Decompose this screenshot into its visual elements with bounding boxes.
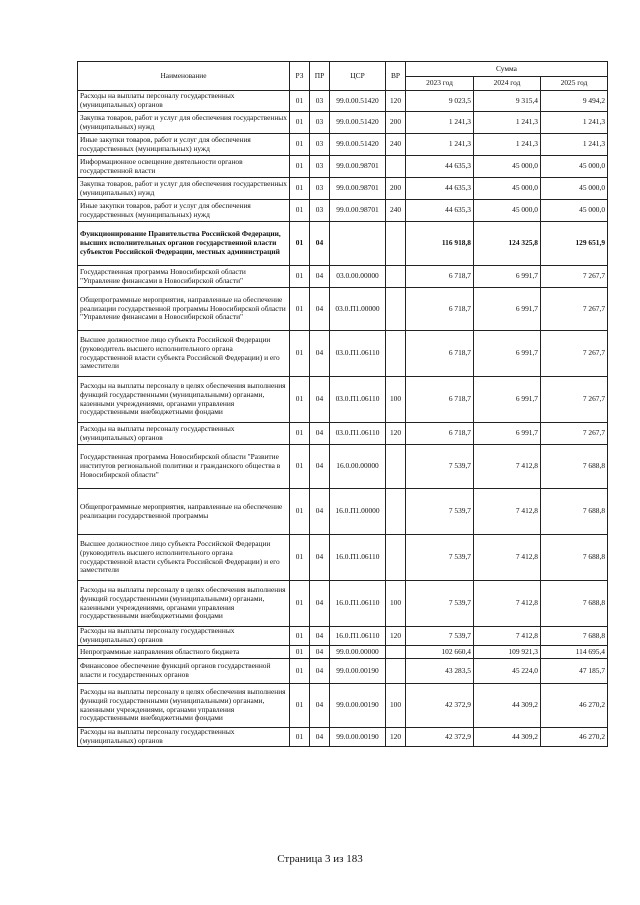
cell-sum-2023: 7 539,7 — [406, 627, 474, 646]
cell-sum-2023: 42 372,9 — [406, 684, 474, 728]
cell-rz: 01 — [290, 134, 310, 156]
budget-table — [77, 61, 608, 747]
cell-csr: 03.0.П1.06110 — [330, 377, 386, 423]
cell-sum-2025: 7 267,7 — [541, 377, 608, 423]
cell-rz: 01 — [290, 331, 310, 377]
table-row — [78, 134, 608, 156]
cell-csr: 03.0.П1.06110 — [330, 331, 386, 377]
table-row — [78, 728, 608, 747]
cell-sum-2024: 45 000,0 — [474, 156, 541, 178]
cell-vr — [386, 489, 406, 535]
cell-sum-2025: 114 695,4 — [541, 646, 608, 659]
cell-csr: 99.0.00.98701 — [330, 156, 386, 178]
cell-vr: 100 — [386, 377, 406, 423]
table-row — [78, 684, 608, 728]
cell-pr: 04 — [310, 535, 330, 581]
cell-rz: 01 — [290, 377, 310, 423]
cell-sum-2023: 6 718,7 — [406, 266, 474, 288]
cell-sum-2025: 7 688,8 — [541, 627, 608, 646]
cell-name: Расходы на выплаты персоналу государственных (муниципальных) органов — [78, 627, 290, 646]
cell-name: Высшее должностное лицо субъекта Российской Федерации (руководитель высшего исполнительного органа государственной власти субъекта Российской Федерации) и его заместители — [78, 535, 290, 581]
table-row — [78, 423, 608, 445]
cell-sum-2023: 102 660,4 — [406, 646, 474, 659]
cell-csr: 99.0.00.51420 — [330, 91, 386, 112]
cell-csr: 03.0.П1.00000 — [330, 288, 386, 331]
cell-rz: 01 — [290, 581, 310, 627]
table-body — [78, 91, 608, 747]
cell-name: Закупка товаров, работ и услуг для обеспечения государственных (муниципальных) нужд — [78, 178, 290, 200]
header-pr: ПР — [310, 62, 330, 91]
cell-csr: 99.0.00.98701 — [330, 200, 386, 222]
cell-rz: 01 — [290, 91, 310, 112]
cell-vr: 240 — [386, 134, 406, 156]
cell-sum-2024: 124 325,8 — [474, 222, 541, 266]
cell-sum-2025: 1 241,3 — [541, 134, 608, 156]
cell-rz: 01 — [290, 112, 310, 134]
cell-csr: 16.0.П1.06110 — [330, 627, 386, 646]
cell-sum-2023: 1 241,3 — [406, 134, 474, 156]
cell-sum-2024: 7 412,8 — [474, 627, 541, 646]
cell-vr: 120 — [386, 627, 406, 646]
cell-sum-2024: 6 991,7 — [474, 288, 541, 331]
cell-sum-2025: 7 688,8 — [541, 581, 608, 627]
cell-sum-2025: 46 270,2 — [541, 728, 608, 747]
cell-csr — [330, 222, 386, 266]
cell-sum-2025: 7 267,7 — [541, 331, 608, 377]
cell-pr: 04 — [310, 646, 330, 659]
cell-sum-2024: 7 412,8 — [474, 581, 541, 627]
cell-sum-2024: 44 309,2 — [474, 684, 541, 728]
cell-sum-2025: 45 000,0 — [541, 156, 608, 178]
cell-sum-2023: 44 635,3 — [406, 156, 474, 178]
cell-vr — [386, 222, 406, 266]
cell-pr: 04 — [310, 659, 330, 684]
cell-csr: 99.0.00.00190 — [330, 659, 386, 684]
cell-sum-2025: 129 651,9 — [541, 222, 608, 266]
cell-vr: 100 — [386, 581, 406, 627]
cell-sum-2023: 44 635,3 — [406, 178, 474, 200]
cell-vr: 120 — [386, 423, 406, 445]
cell-name: Общепрограммные мероприятия, направленные на обеспечение реализации государственной программы — [78, 489, 290, 535]
cell-rz: 01 — [290, 178, 310, 200]
cell-rz: 01 — [290, 728, 310, 747]
cell-pr: 03 — [310, 200, 330, 222]
cell-rz: 01 — [290, 156, 310, 178]
cell-sum-2023: 6 718,7 — [406, 331, 474, 377]
cell-name: Расходы на выплаты персоналу в целях обеспечения выполнения функций государственными (муниципальными) органами, казенными учреждениями, органами управления государственными внебюджетными фондами — [78, 377, 290, 423]
cell-name: Расходы на выплаты персоналу государственных (муниципальных) органов — [78, 728, 290, 747]
cell-sum-2023: 44 635,3 — [406, 200, 474, 222]
cell-csr: 99.0.00.98701 — [330, 178, 386, 200]
header-name: Наименование — [78, 62, 290, 91]
cell-rz: 01 — [290, 684, 310, 728]
cell-pr: 04 — [310, 222, 330, 266]
cell-rz: 01 — [290, 288, 310, 331]
cell-name: Государственная программа Новосибирской области "Развитие институтов региональной политики и гражданского общества в Новосибирской области" — [78, 445, 290, 489]
cell-sum-2024: 7 412,8 — [474, 489, 541, 535]
cell-pr: 04 — [310, 581, 330, 627]
table-row — [78, 200, 608, 222]
cell-sum-2023: 7 539,7 — [406, 535, 474, 581]
cell-pr: 04 — [310, 331, 330, 377]
cell-sum-2024: 45 000,0 — [474, 178, 541, 200]
cell-sum-2025: 7 688,8 — [541, 445, 608, 489]
table-row — [78, 445, 608, 489]
cell-name: Закупка товаров, работ и услуг для обеспечения государственных (муниципальных) нужд — [78, 112, 290, 134]
cell-sum-2023: 6 718,7 — [406, 288, 474, 331]
cell-rz: 01 — [290, 627, 310, 646]
cell-sum-2023: 6 718,7 — [406, 377, 474, 423]
cell-sum-2025: 7 267,7 — [541, 288, 608, 331]
cell-sum-2025: 46 270,2 — [541, 684, 608, 728]
cell-name: Расходы на выплаты персоналу государственных (муниципальных) органов — [78, 423, 290, 445]
cell-vr — [386, 646, 406, 659]
cell-name: Высшее должностное лицо субъекта Российской Федерации (руководитель высшего исполнительного органа государственной власти субъекта Российской Федерации) и его заместители — [78, 331, 290, 377]
header-sum: Сумма — [406, 62, 608, 77]
cell-csr: 99.0.00.51420 — [330, 112, 386, 134]
cell-sum-2025: 7 267,7 — [541, 423, 608, 445]
cell-vr — [386, 535, 406, 581]
cell-sum-2023: 43 283,5 — [406, 659, 474, 684]
cell-sum-2024: 6 991,7 — [474, 266, 541, 288]
cell-csr: 16.0.П1.06110 — [330, 535, 386, 581]
page-number: Страница 3 из 183 — [277, 853, 363, 865]
cell-pr: 03 — [310, 156, 330, 178]
cell-sum-2023: 7 539,7 — [406, 489, 474, 535]
table-row — [78, 581, 608, 627]
cell-pr: 04 — [310, 266, 330, 288]
cell-name: Информационное освещение деятельности органов государственной власти — [78, 156, 290, 178]
cell-vr — [386, 659, 406, 684]
cell-csr: 16.0.00.00000 — [330, 445, 386, 489]
cell-vr: 240 — [386, 200, 406, 222]
cell-name: Иные закупки товаров, работ и услуг для обеспечения государственных (муниципальных) нужд — [78, 200, 290, 222]
cell-vr: 120 — [386, 728, 406, 747]
table-row — [78, 627, 608, 646]
cell-sum-2023: 6 718,7 — [406, 423, 474, 445]
cell-sum-2024: 9 315,4 — [474, 91, 541, 112]
table-row — [78, 222, 608, 266]
cell-sum-2025: 7 688,8 — [541, 489, 608, 535]
table-row — [78, 535, 608, 581]
cell-csr: 16.0.П1.06110 — [330, 581, 386, 627]
cell-pr: 04 — [310, 728, 330, 747]
cell-name: Расходы на выплаты персоналу в целях обеспечения выполнения функций государственными (муниципальными) органами, казенными учреждениями, органами управления государственными внебюджетными фондами — [78, 684, 290, 728]
cell-sum-2024: 45 000,0 — [474, 200, 541, 222]
cell-sum-2023: 42 372,9 — [406, 728, 474, 747]
cell-sum-2025: 45 000,0 — [541, 178, 608, 200]
cell-sum-2025: 7 267,7 — [541, 266, 608, 288]
table-row — [78, 178, 608, 200]
cell-csr: 16.0.П1.00000 — [330, 489, 386, 535]
cell-csr: 99.0.00.00190 — [330, 684, 386, 728]
header-year-2024: 2024 год — [474, 77, 541, 91]
table-row — [78, 646, 608, 659]
header-rz: РЗ — [290, 62, 310, 91]
cell-pr: 03 — [310, 112, 330, 134]
cell-pr: 04 — [310, 627, 330, 646]
cell-sum-2024: 45 224,0 — [474, 659, 541, 684]
cell-sum-2024: 7 412,8 — [474, 535, 541, 581]
cell-sum-2025: 45 000,0 — [541, 200, 608, 222]
header-vr: ВР — [386, 62, 406, 91]
cell-sum-2024: 109 921,3 — [474, 646, 541, 659]
cell-rz: 01 — [290, 659, 310, 684]
cell-vr: 200 — [386, 112, 406, 134]
cell-name: Функционирование Правительства Российской Федерации, высших исполнительных органов государственной власти субъектов Российской Федерации, местных администраций — [78, 222, 290, 266]
cell-csr: 03.0.П1.06110 — [330, 423, 386, 445]
cell-sum-2024: 6 991,7 — [474, 423, 541, 445]
cell-name: Общепрограммные мероприятия, направленные на обеспечение реализации государственной программы Новосибирской области "Управление финансами в Новосибирской области" — [78, 288, 290, 331]
cell-name: Непрограммные направления областного бюджета — [78, 646, 290, 659]
cell-pr: 04 — [310, 445, 330, 489]
header-csr: ЦСР — [330, 62, 386, 91]
cell-vr — [386, 331, 406, 377]
table-row — [78, 489, 608, 535]
table-row — [78, 266, 608, 288]
cell-pr: 03 — [310, 178, 330, 200]
cell-csr: 99.0.00.00000 — [330, 646, 386, 659]
table-row — [78, 377, 608, 423]
cell-sum-2023: 116 918,8 — [406, 222, 474, 266]
cell-sum-2025: 7 688,8 — [541, 535, 608, 581]
cell-pr: 04 — [310, 489, 330, 535]
cell-pr: 04 — [310, 684, 330, 728]
cell-vr — [386, 266, 406, 288]
table-row — [78, 331, 608, 377]
cell-pr: 04 — [310, 377, 330, 423]
header-year-2025: 2025 год — [541, 77, 608, 91]
cell-pr: 03 — [310, 91, 330, 112]
cell-csr: 03.0.00.00000 — [330, 266, 386, 288]
cell-sum-2025: 1 241,3 — [541, 112, 608, 134]
cell-sum-2023: 7 539,7 — [406, 581, 474, 627]
cell-pr: 04 — [310, 423, 330, 445]
cell-sum-2024: 1 241,3 — [474, 112, 541, 134]
cell-rz: 01 — [290, 489, 310, 535]
cell-sum-2024: 44 309,2 — [474, 728, 541, 747]
table-row — [78, 288, 608, 331]
cell-sum-2023: 1 241,3 — [406, 112, 474, 134]
cell-vr — [386, 445, 406, 489]
cell-name: Государственная программа Новосибирской области "Управление финансами в Новосибирской области" — [78, 266, 290, 288]
cell-vr — [386, 288, 406, 331]
cell-pr: 03 — [310, 134, 330, 156]
cell-vr: 200 — [386, 178, 406, 200]
cell-rz: 01 — [290, 266, 310, 288]
cell-vr — [386, 156, 406, 178]
cell-sum-2025: 47 185,7 — [541, 659, 608, 684]
cell-pr: 04 — [310, 288, 330, 331]
cell-name: Расходы на выплаты персоналу государственных (муниципальных) органов — [78, 91, 290, 112]
cell-rz: 01 — [290, 222, 310, 266]
cell-csr: 99.0.00.00190 — [330, 728, 386, 747]
cell-name: Финансовое обеспечение функций органов государственной власти и государственных органов — [78, 659, 290, 684]
table-row — [78, 112, 608, 134]
table-row — [78, 659, 608, 684]
cell-sum-2024: 7 412,8 — [474, 445, 541, 489]
cell-sum-2024: 1 241,3 — [474, 134, 541, 156]
cell-sum-2023: 7 539,7 — [406, 445, 474, 489]
cell-sum-2024: 6 991,7 — [474, 377, 541, 423]
cell-rz: 01 — [290, 535, 310, 581]
cell-name: Расходы на выплаты персоналу в целях обеспечения выполнения функций государственными (муниципальными) органами, казенными учреждениями, органами управления государственными внебюджетными фондами — [78, 581, 290, 627]
cell-sum-2025: 9 494,2 — [541, 91, 608, 112]
cell-rz: 01 — [290, 423, 310, 445]
cell-sum-2023: 9 023,5 — [406, 91, 474, 112]
header-year-2023: 2023 год — [406, 77, 474, 91]
cell-rz: 01 — [290, 200, 310, 222]
cell-vr: 120 — [386, 91, 406, 112]
cell-rz: 01 — [290, 445, 310, 489]
cell-sum-2024: 6 991,7 — [474, 331, 541, 377]
cell-vr: 100 — [386, 684, 406, 728]
table-row — [78, 156, 608, 178]
cell-rz: 01 — [290, 646, 310, 659]
table-row — [78, 91, 608, 112]
cell-name: Иные закупки товаров, работ и услуг для обеспечения государственных (муниципальных) нужд — [78, 134, 290, 156]
cell-csr: 99.0.00.51420 — [330, 134, 386, 156]
